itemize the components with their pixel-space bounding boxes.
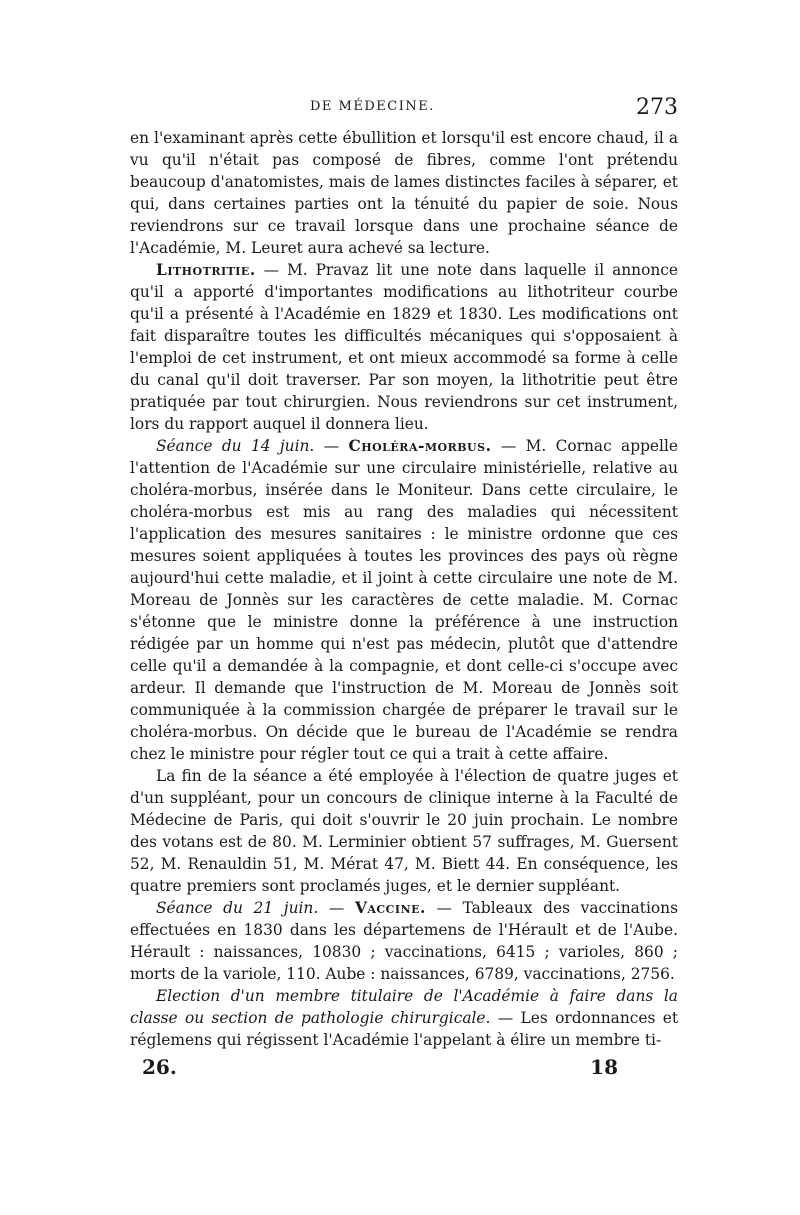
paragraph-election-membre (130, 985, 678, 1051)
dash: — (318, 899, 355, 917)
page-footer (130, 1055, 678, 1085)
paragraph-vaccine-text: — Tableaux des vaccinations effectuées en 1830 dans les départemens de l'Hérault et de l'Aube. Hérault : naissances, 10830 ; vaccinations, 6415 ; varioles, 860 ; morts de la variole, 110. Aube : naissances, 6789, vaccinations, 2756. (130, 899, 678, 983)
seance-date-14-juin: Séance du 14 juin. (156, 437, 315, 455)
section-heading-cholera: Choléra-morbus. (348, 437, 492, 455)
paragraph-election-juges: La fin de la séance a été employée à l'élection de quatre juges et d'un suppléant, pour un concours de clinique interne à la Faculté de Médecine de Paris, qui doit s'ouvrir le 20 juin prochain. Le nombre des votans est de 80. M. Lerminier obtient 57 suffrages, M. Guersent 52, M. Renauldin 51, M. Mérat 47, M. Biett 44. En conséquence, les quatre premiers sont proclamés juges, et le dernier suppléant. (130, 767, 678, 895)
seance-date-21-juin: Séance du 21 juin. (156, 899, 319, 917)
dash: — (314, 437, 349, 455)
body-text (130, 127, 678, 1051)
paragraph-cholera (130, 435, 678, 765)
section-heading-lithotritie: Lithotritie. (156, 261, 256, 279)
page-number: 273 (636, 95, 678, 120)
running-head: DE MÉDECINE. (310, 99, 435, 114)
sheet-number: 18 (590, 1055, 618, 1079)
section-heading-vaccine: Vaccine. (354, 899, 426, 917)
paragraph-lithotritie-text: — M. Pravaz lit une note dans laquelle il annonce qu'il a apporté d'importantes modifications au lithotriteur courbe qu'il a présenté à l'Académie en 1829 et 1830. Les modifications ont fait disparaître toutes les difficultés mécaniques qui s'opposaient à l'emploi de cet instrument, et ont mieux accommodé sa forme à celle du canal qu'il doit traverser. Par son moyen, la lithotritie peut être pratiquée par tout chirurgien. Nous reviendrons sur cet instrument, lors du rapport auquel il donnera lieu. (130, 261, 678, 433)
book-page (130, 95, 678, 1085)
signature-mark: 26. (142, 1055, 177, 1079)
paragraph-cholera-text: — M. Cornac appelle l'attention de l'Académie sur une circulaire ministérielle, relative au choléra-morbus, insérée dans le Moniteur. Dans cette circulaire, le choléra-morbus est mis au rang des maladies qui nécessitent l'application des mesures sanitaires : le ministre ordonne que ces mesures soient appliquées à toutes les provinces des pays où règne aujourd'hui cette maladie, et il joint à cette circulaire une note de M. Moreau de Jonnès sur les caractères de cette maladie. M. Cornac s'étonne que le ministre donne la préférence à une instruction rédigée par un homme qui n'est pas médecin, plutôt que d'attendre celle qu'il a demandée à la compagnie, et dont celle-ci s'occupe avec ardeur. Il demande que l'instruction de M. Moreau de Jonnès soit communiquée à la commission chargée de préparer le travail sur le choléra-morbus. On décide que le bureau de l'Académie se rendra chez le ministre pour régler tout ce qui a trait à cette affaire. (130, 437, 678, 763)
paragraph-vaccine (130, 897, 678, 985)
page-header (130, 95, 678, 127)
paragraph-lithotritie (130, 259, 678, 435)
paragraph-election-membre-text: — Les ordonnances et réglemens qui régissent l'Académie l'appelant à élire un membre ti- (130, 1009, 679, 1049)
election-heading: Election d'un membre titulaire de l'Académie à faire dans la classe ou section de pathologie chirurgicale. (130, 987, 678, 1027)
paragraph-1: en l'examinant après cette ébullition et lorsqu'il est encore chaud, il a vu qu'il n'était pas composé de fibres, comme l'ont prétendu beaucoup d'anatomistes, mais de lames distinctes faciles à séparer, et qui, dans certaines parties ont la ténuité du papier de soie. Nous reviendrons sur ce travail lorsque dans une prochaine séance de l'Académie, M. Leuret aura achevé sa lecture. (130, 129, 678, 257)
